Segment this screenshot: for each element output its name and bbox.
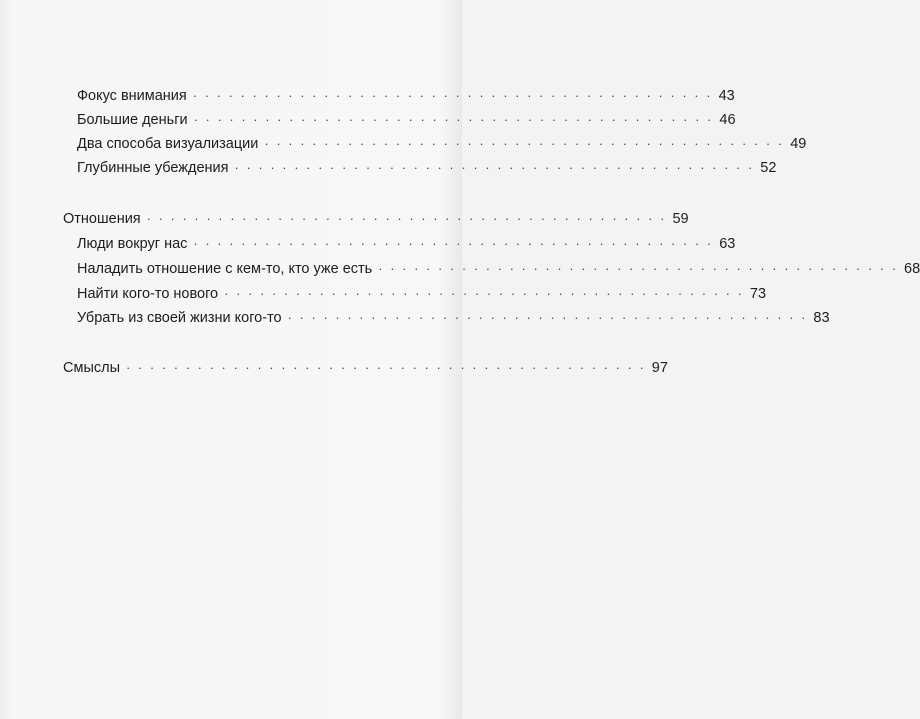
- toc-entry[interactable]: [77, 235, 736, 253]
- toc-entry[interactable]: [77, 260, 920, 278]
- toc-section-entry[interactable]: [63, 359, 668, 377]
- toc-entry-page: 46: [719, 112, 736, 128]
- dot-leader: · · · · · · · · · · · · · · · · · · · · · · · · · · · · · · · · · · · · · · · · · · · ·: [378, 261, 899, 276]
- toc-entry-title: Люди вокруг нас: [77, 236, 188, 252]
- bleed-through-text: · · · · · · · · · · · · · · · · · · · · · · · · · · · · · · · ·: [40, 635, 272, 649]
- toc-entry-title: Фокус внимания: [77, 88, 187, 104]
- toc-entry-page: 68: [904, 261, 920, 277]
- toc-entry[interactable]: [77, 87, 735, 105]
- dot-leader: · · · · · · · · · · · · · · · · · · · · · · · · · · · · · · · · · · · · · · · · · · · ·: [126, 360, 646, 375]
- toc-entry-page: 97: [651, 360, 668, 376]
- toc-entry-title: Наладить отношение с кем-то, кто уже есть: [77, 261, 373, 277]
- toc-entry-title: Найти кого-то нового: [77, 286, 219, 302]
- toc-entry-page: 73: [749, 286, 767, 302]
- toc-entry-title: Убрать из своей жизни кого-то: [77, 310, 282, 326]
- bleed-through-text: · · · · · · · · · · · · · · · · · · · · · · · · · · · · · ·: [60, 515, 277, 529]
- bleed-through-text: · · · · · · · · · · · · · · · · · · · · · · · · · · · · · ·: [60, 565, 277, 579]
- toc-entry[interactable]: [77, 309, 830, 327]
- dot-leader: · · · · · · · · · · · · · · · · · · · · · · · · · · · · · · · · · · · · · · · · · · · ·: [193, 236, 714, 251]
- toc-entry-title: Глубинные убеждения: [77, 160, 229, 176]
- bleed-through-text: · · · · · · ·: [52, 70, 100, 84]
- toc-entry-page: 43: [718, 88, 735, 104]
- dot-leader: · · · · · · · · · · · · · · · · · · · · · · · · · · · · · · · · · · · · · · · · · · · ·: [264, 136, 785, 151]
- bleed-through-text: · · · · · · · · · · · · · · · · · · · · · · · · · · · · · · · ·: [40, 190, 272, 204]
- toc-entry-page: 83: [813, 310, 830, 326]
- bleed-through-text: · · · · · · · · · · · · · · · · · · · · · · · · · · · · · ·: [60, 540, 277, 554]
- toc-entry-title: Два способа визуализации: [77, 136, 259, 152]
- toc-entry-title: Отношения: [63, 211, 141, 227]
- toc-entry-page: 63: [719, 236, 736, 252]
- dot-leader: · · · · · · · · · · · · · · · · · · · · · · · · · · · · · · · · · · · · · · · · · · · ·: [224, 286, 744, 301]
- dot-leader: · · · · · · · · · · · · · · · · · · · · · · · · · · · · · · · · · · · · · · · · · · · ·: [192, 88, 713, 103]
- toc-entry-page: 52: [760, 160, 777, 176]
- toc-entry[interactable]: [77, 285, 767, 303]
- toc-entry-page: 49: [790, 136, 807, 152]
- toc-entry[interactable]: [77, 135, 807, 153]
- toc-section-entry[interactable]: [63, 210, 689, 228]
- bleed-through-text: · · · · · · · · · · · · · · · · · · · · · · · · · · · · · ·: [60, 590, 277, 604]
- bleed-through-text: · · · · · · · · · · · · · · · · · · · · · · · · · · · · · · · ·: [40, 490, 272, 504]
- toc-entry-page: 59: [672, 211, 689, 227]
- dot-leader: · · · · · · · · · · · · · · · · · · · · · · · · · · · · · · · · · · · · · · · · · · · ·: [287, 310, 808, 325]
- toc-entry[interactable]: [77, 111, 736, 129]
- toc-entry-title: Большие деньги: [77, 112, 188, 128]
- toc-entry[interactable]: [77, 159, 777, 177]
- toc-entry-title: Смыслы: [63, 360, 120, 376]
- dot-leader: · · · · · · · · · · · · · · · · · · · · · · · · · · · · · · · · · · · · · · · · · · · ·: [146, 211, 667, 226]
- dot-leader: · · · · · · · · · · · · · · · · · · · · · · · · · · · · · · · · · · · · · · · · · · · ·: [193, 112, 714, 127]
- bleed-through-text: · · · · · · · · · · · · · · · · · · · · · · · · · · · · · · · ·: [40, 440, 272, 454]
- dot-leader: · · · · · · · · · · · · · · · · · · · · · · · · · · · · · · · · · · · · · · · · · · · ·: [234, 160, 755, 175]
